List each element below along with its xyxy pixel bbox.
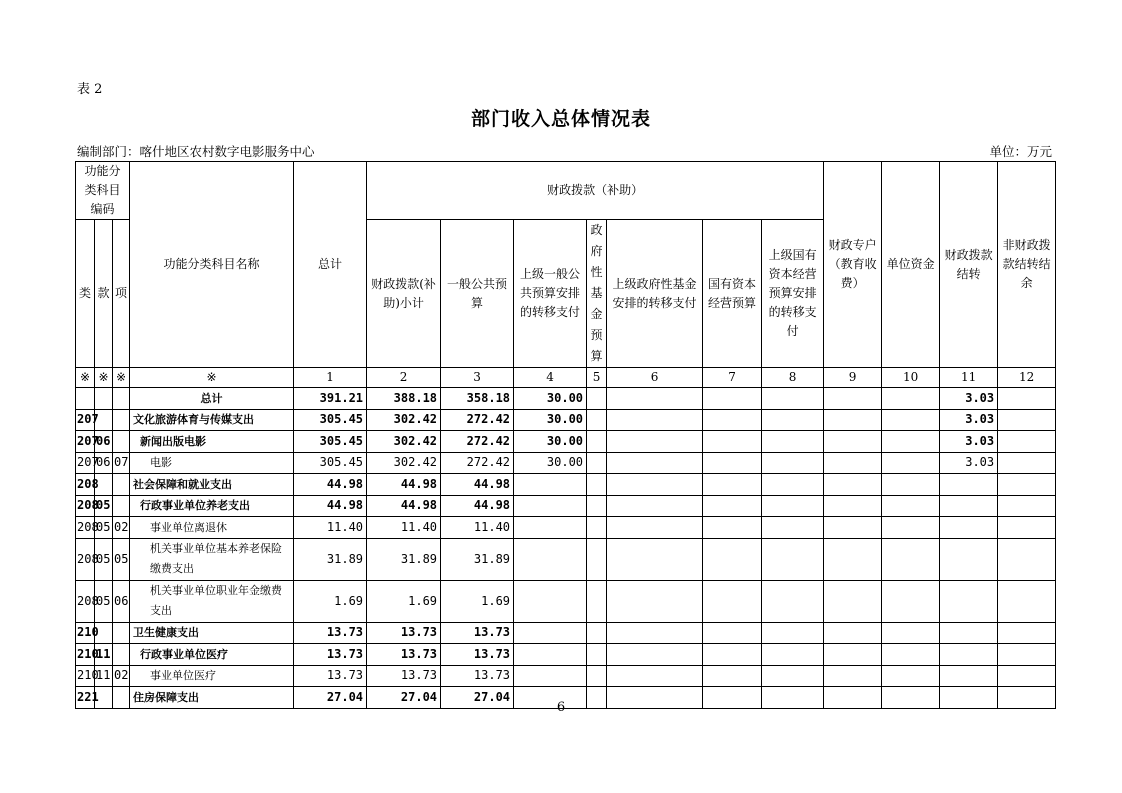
column-index-row	[76, 368, 1056, 388]
value-cell: 31.89	[441, 538, 514, 580]
column-index-cell: 9	[824, 368, 882, 388]
value-cell	[587, 580, 607, 622]
subject-name-cell: 总计	[130, 388, 294, 410]
value-cell	[882, 665, 940, 687]
value-cell	[940, 495, 998, 517]
code-lei-cell: 208	[76, 474, 95, 496]
value-cell	[762, 517, 824, 539]
value-cell: 305.45	[294, 431, 367, 453]
value-cell	[824, 622, 882, 644]
value-cell	[998, 409, 1056, 431]
value-cell	[882, 622, 940, 644]
value-cell: 13.73	[367, 644, 441, 666]
value-cell	[998, 431, 1056, 453]
table-row	[76, 665, 1056, 687]
column-index-cell: 3	[441, 368, 514, 388]
code-xiang-cell	[113, 622, 130, 644]
subject-name-cell: 行政事业单位养老支出	[130, 495, 294, 517]
value-cell	[587, 644, 607, 666]
value-cell	[607, 644, 703, 666]
table-row	[76, 538, 1056, 580]
value-cell	[703, 495, 762, 517]
code-lei-cell: 208	[76, 517, 95, 539]
value-cell	[703, 474, 762, 496]
value-cell	[998, 388, 1056, 410]
code-xiang-cell: 06	[113, 580, 130, 622]
header-name: 功能分类科目名称	[130, 162, 294, 368]
code-lei-cell: 208	[76, 580, 95, 622]
value-cell	[882, 452, 940, 474]
value-cell	[607, 409, 703, 431]
table-row	[76, 388, 1056, 410]
header-c9: 财政专户（教育收费）	[824, 162, 882, 368]
value-cell	[882, 495, 940, 517]
value-cell	[607, 538, 703, 580]
header-total: 总计	[294, 162, 367, 368]
value-cell	[998, 622, 1056, 644]
code-kuan-cell	[95, 388, 113, 410]
column-index-cell: 1	[294, 368, 367, 388]
header-code-group: 功能分类科目编码	[76, 162, 130, 220]
value-cell	[998, 538, 1056, 580]
code-lei-cell	[76, 388, 95, 410]
code-lei-cell: 207	[76, 431, 95, 453]
value-cell: 30.00	[514, 388, 587, 410]
column-index-cell: 4	[514, 368, 587, 388]
value-cell	[607, 474, 703, 496]
subject-name-cell: 机关事业单位职业年金缴费支出	[130, 580, 294, 622]
code-lei-cell: 208	[76, 538, 95, 580]
code-kuan-cell: 05	[95, 580, 113, 622]
subject-name-cell: 社会保障和就业支出	[130, 474, 294, 496]
code-lei-cell: 210	[76, 644, 95, 666]
value-cell: 302.42	[367, 409, 441, 431]
value-cell: 30.00	[514, 431, 587, 453]
value-cell	[762, 580, 824, 622]
value-cell: 305.45	[294, 409, 367, 431]
code-lei-cell: 208	[76, 495, 95, 517]
value-cell: 44.98	[367, 474, 441, 496]
value-cell	[998, 644, 1056, 666]
value-cell	[587, 388, 607, 410]
code-xiang-cell	[113, 495, 130, 517]
value-cell: 11.40	[441, 517, 514, 539]
header-c4: 上级一般公共预算安排的转移支付	[514, 220, 587, 368]
value-cell: 272.42	[441, 431, 514, 453]
table-row	[76, 580, 1056, 622]
code-lei-cell: 207	[76, 409, 95, 431]
value-cell	[998, 452, 1056, 474]
value-cell	[998, 517, 1056, 539]
value-cell: 1.69	[294, 580, 367, 622]
value-cell	[882, 580, 940, 622]
subject-name-cell: 事业单位离退休	[130, 517, 294, 539]
value-cell: 44.98	[441, 495, 514, 517]
value-cell	[940, 665, 998, 687]
value-cell: 3.03	[940, 431, 998, 453]
value-cell	[824, 580, 882, 622]
value-cell: 1.69	[441, 580, 514, 622]
value-cell	[514, 622, 587, 644]
value-cell	[703, 452, 762, 474]
value-cell	[940, 517, 998, 539]
value-cell: 31.89	[294, 538, 367, 580]
code-kuan-cell: 05	[95, 517, 113, 539]
value-cell	[762, 665, 824, 687]
value-cell	[762, 431, 824, 453]
value-cell: 13.73	[367, 622, 441, 644]
code-lei-cell: 210	[76, 622, 95, 644]
column-index-cell: 2	[367, 368, 441, 388]
value-cell	[607, 517, 703, 539]
value-cell	[703, 409, 762, 431]
value-cell	[703, 517, 762, 539]
value-cell	[824, 665, 882, 687]
value-cell	[762, 622, 824, 644]
code-lei-cell: 207	[76, 452, 95, 474]
table-row	[76, 622, 1056, 644]
value-cell	[607, 665, 703, 687]
value-cell	[514, 474, 587, 496]
value-cell: 302.42	[367, 452, 441, 474]
table-number: 表 2	[77, 82, 103, 97]
value-cell: 11.40	[294, 517, 367, 539]
value-cell	[607, 431, 703, 453]
header-xiang: 项	[113, 220, 130, 368]
value-cell	[882, 538, 940, 580]
value-cell	[940, 474, 998, 496]
value-cell	[607, 495, 703, 517]
header-lei: 类	[76, 220, 95, 368]
value-cell	[824, 517, 882, 539]
value-cell: 3.03	[940, 409, 998, 431]
value-cell	[882, 474, 940, 496]
value-cell	[514, 665, 587, 687]
value-cell	[762, 409, 824, 431]
department-label: 编制部门：喀什地区农村数字电影服务中心	[77, 144, 315, 159]
value-cell: 27.04	[367, 687, 441, 709]
subject-name-cell: 卫生健康支出	[130, 622, 294, 644]
value-cell	[824, 452, 882, 474]
value-cell	[703, 580, 762, 622]
value-cell: 13.73	[441, 622, 514, 644]
table-row	[76, 495, 1056, 517]
value-cell	[514, 538, 587, 580]
value-cell	[514, 495, 587, 517]
table-row	[76, 644, 1056, 666]
value-cell: 44.98	[294, 474, 367, 496]
value-cell	[998, 474, 1056, 496]
value-cell	[587, 474, 607, 496]
column-index-cell: ※	[130, 368, 294, 388]
column-index-cell: 6	[607, 368, 703, 388]
value-cell	[587, 665, 607, 687]
subject-name-cell: 行政事业单位医疗	[130, 644, 294, 666]
value-cell: 1.69	[367, 580, 441, 622]
value-cell: 11.40	[367, 517, 441, 539]
value-cell: 13.73	[367, 665, 441, 687]
value-cell	[824, 495, 882, 517]
header-c12: 非财政拨款结转结余	[998, 162, 1056, 368]
value-cell	[882, 409, 940, 431]
value-cell: 13.73	[294, 644, 367, 666]
column-index-cell: ※	[76, 368, 95, 388]
value-cell	[703, 622, 762, 644]
value-cell	[514, 644, 587, 666]
value-cell: 44.98	[367, 495, 441, 517]
value-cell	[587, 538, 607, 580]
code-lei-cell: 210	[76, 665, 95, 687]
value-cell	[703, 538, 762, 580]
subject-name-cell: 电影	[130, 452, 294, 474]
value-cell	[998, 580, 1056, 622]
value-cell: 3.03	[940, 452, 998, 474]
subject-name-cell: 文化旅游体育与传媒支出	[130, 409, 294, 431]
code-kuan-cell: 05	[95, 495, 113, 517]
value-cell: 13.73	[294, 665, 367, 687]
value-cell	[762, 495, 824, 517]
code-kuan-cell: 06	[95, 431, 113, 453]
header-c3: 一般公共预算	[441, 220, 514, 368]
value-cell	[762, 474, 824, 496]
code-kuan-cell: 11	[95, 644, 113, 666]
subject-name-cell: 新闻出版电影	[130, 431, 294, 453]
income-table	[75, 161, 1056, 709]
value-cell	[607, 452, 703, 474]
value-cell: 13.73	[441, 644, 514, 666]
unit-label: 单位：万元	[989, 144, 1052, 159]
value-cell	[998, 665, 1056, 687]
code-lei-cell: 221	[76, 687, 95, 709]
column-index-cell: 5	[587, 368, 607, 388]
value-cell: 31.89	[367, 538, 441, 580]
value-cell	[882, 431, 940, 453]
column-index-cell: 7	[703, 368, 762, 388]
value-cell	[882, 517, 940, 539]
header-c10: 单位资金	[882, 162, 940, 368]
code-xiang-cell	[113, 388, 130, 410]
value-cell: 3.03	[940, 388, 998, 410]
value-cell: 302.42	[367, 431, 441, 453]
header-c6: 上级政府性基金安排的转移支付	[607, 220, 703, 368]
value-cell	[607, 622, 703, 644]
value-cell: 27.04	[441, 687, 514, 709]
page-number: 6	[556, 700, 566, 715]
value-cell: 27.04	[294, 687, 367, 709]
header-c11: 财政拨款结转	[940, 162, 998, 368]
value-cell	[587, 409, 607, 431]
value-cell	[940, 580, 998, 622]
value-cell	[607, 388, 703, 410]
value-cell	[882, 644, 940, 666]
value-cell	[762, 538, 824, 580]
table-row	[76, 409, 1056, 431]
value-cell: 30.00	[514, 409, 587, 431]
value-cell	[882, 388, 940, 410]
value-cell	[703, 644, 762, 666]
header-c7: 国有资本经营预算	[703, 220, 762, 368]
value-cell	[587, 452, 607, 474]
value-cell	[824, 431, 882, 453]
value-cell: 272.42	[441, 409, 514, 431]
value-cell	[940, 622, 998, 644]
value-cell	[703, 431, 762, 453]
value-cell	[587, 495, 607, 517]
subject-name-cell: 住房保障支出	[130, 687, 294, 709]
code-xiang-cell: 02	[113, 517, 130, 539]
code-xiang-cell: 02	[113, 665, 130, 687]
header-kuan: 款	[95, 220, 113, 368]
header-c5: 政府性基金预算	[587, 220, 607, 368]
value-cell: 305.45	[294, 452, 367, 474]
table-row	[76, 431, 1056, 453]
code-kuan-cell: 06	[95, 452, 113, 474]
value-cell	[587, 431, 607, 453]
header-c2: 财政拨款(补助)小计	[367, 220, 441, 368]
value-cell: 388.18	[367, 388, 441, 410]
value-cell	[607, 580, 703, 622]
value-cell: 272.42	[441, 452, 514, 474]
column-index-cell: 12	[998, 368, 1056, 388]
column-index-cell: ※	[113, 368, 130, 388]
code-xiang-cell	[113, 409, 130, 431]
value-cell	[940, 538, 998, 580]
value-cell	[998, 495, 1056, 517]
value-cell: 30.00	[514, 452, 587, 474]
header-fiscal-group: 财政拨款（补助）	[367, 162, 824, 220]
value-cell	[762, 388, 824, 410]
code-kuan-cell: 11	[95, 665, 113, 687]
code-xiang-cell: 05	[113, 538, 130, 580]
value-cell: 44.98	[294, 495, 367, 517]
value-cell	[824, 644, 882, 666]
value-cell	[587, 622, 607, 644]
value-cell: 391.21	[294, 388, 367, 410]
value-cell	[824, 388, 882, 410]
column-index-cell: 11	[940, 368, 998, 388]
header-c8: 上级国有资本经营预算安排的转移支付	[762, 220, 824, 368]
value-cell	[824, 409, 882, 431]
subject-name-cell: 事业单位医疗	[130, 665, 294, 687]
value-cell	[762, 644, 824, 666]
value-cell	[762, 452, 824, 474]
table-row	[76, 452, 1056, 474]
code-kuan-cell: 05	[95, 538, 113, 580]
code-xiang-cell	[113, 644, 130, 666]
value-cell	[587, 517, 607, 539]
table-row	[76, 474, 1056, 496]
column-index-cell: 8	[762, 368, 824, 388]
column-index-cell: 10	[882, 368, 940, 388]
subject-name-cell: 机关事业单位基本养老保险缴费支出	[130, 538, 294, 580]
value-cell	[940, 644, 998, 666]
value-cell: 44.98	[441, 474, 514, 496]
code-xiang-cell: 07	[113, 452, 130, 474]
code-xiang-cell	[113, 474, 130, 496]
page-title: 部门收入总体情况表	[470, 108, 651, 130]
value-cell: 13.73	[441, 665, 514, 687]
code-xiang-cell	[113, 431, 130, 453]
value-cell	[514, 580, 587, 622]
value-cell: 13.73	[294, 622, 367, 644]
value-cell	[824, 474, 882, 496]
value-cell	[703, 388, 762, 410]
column-index-cell: ※	[95, 368, 113, 388]
value-cell	[514, 517, 587, 539]
value-cell	[824, 538, 882, 580]
table-row	[76, 517, 1056, 539]
value-cell	[703, 665, 762, 687]
value-cell: 358.18	[441, 388, 514, 410]
